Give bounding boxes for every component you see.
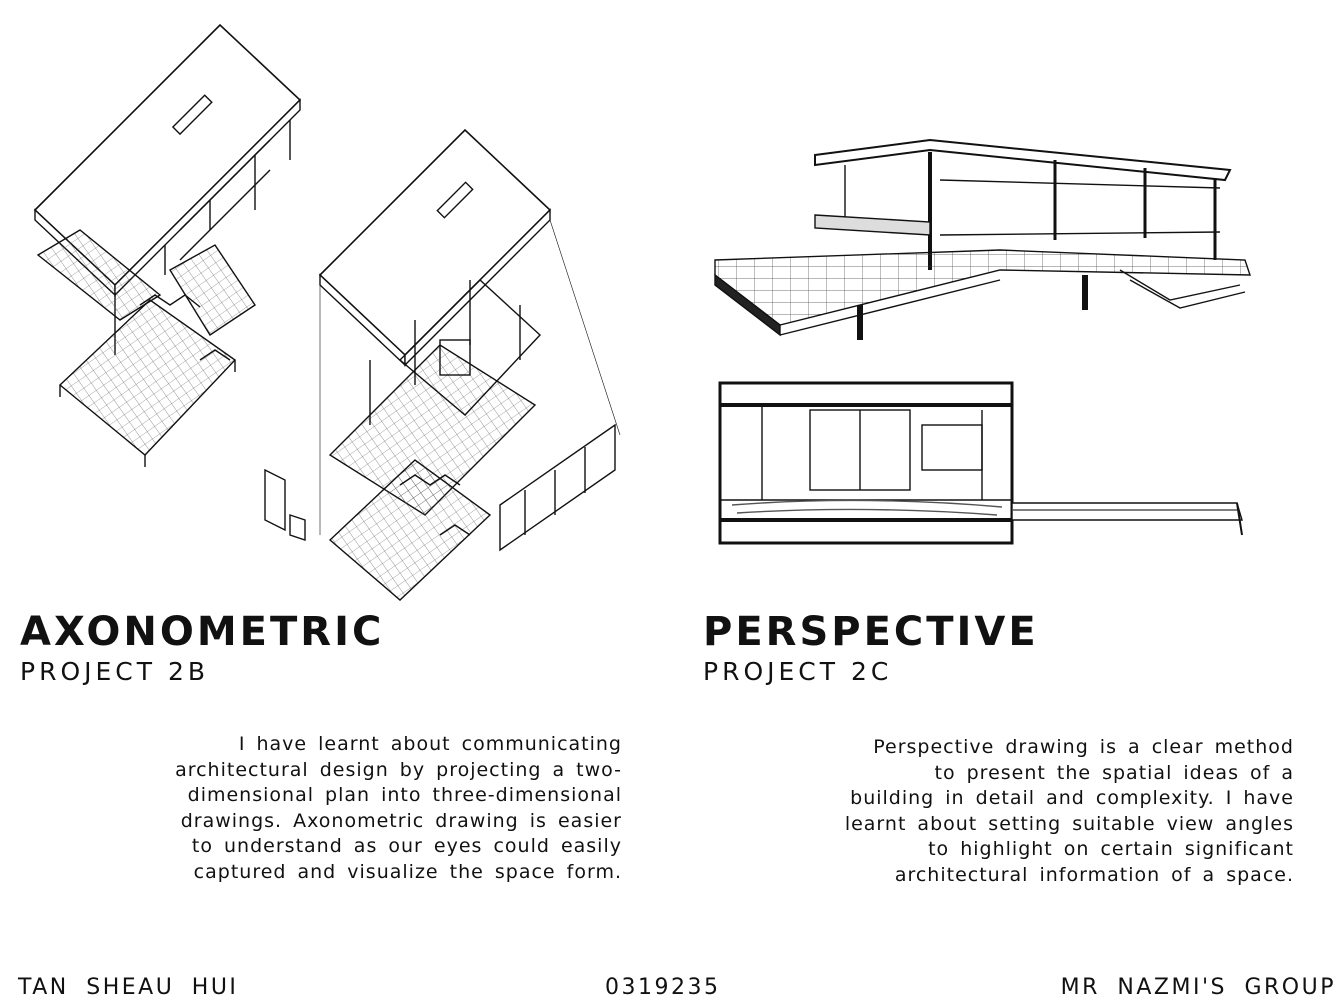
student-id: 0319235 [605,975,721,1000]
axo-house-1 [35,25,300,467]
perspective-subtitle: PROJECT 2C [703,657,893,686]
axonometric-drawing [20,15,640,605]
axonometric-description [175,732,622,886]
paragraph-line: architectural design by projecting a two- [175,758,622,781]
paragraph-line: to present the spatial ideas of a [934,761,1294,784]
author-name: TAN SHEAU HUI [18,975,239,1000]
paragraph-line: to understand as our eyes could easily [191,835,622,858]
paragraph-line: Perspective drawing is a clear method [873,736,1294,758]
perspective-title: PERSPECTIVE [703,609,1039,655]
paragraph-line: dimensional plan into three-dimensional [187,784,622,807]
perspective-description [845,735,1294,889]
paragraph-line: I have learnt about communicating [238,733,622,755]
perspective-drawing-exterior [700,110,1300,350]
tutor-group: MR NAZMI'S GROUP [1060,975,1336,1000]
paragraph-line: building in detail and complexity. I have [850,787,1294,810]
paragraph-line: architectural information of a space. [894,863,1294,886]
axo-house-2 [265,130,620,600]
perspective-drawing-interior [712,375,1252,550]
axonometric-subtitle: PROJECT 2B [20,657,210,686]
paragraph-line: captured and visualize the space form. [193,860,622,883]
paragraph-line: to highlight on certain significant [928,838,1294,861]
axonometric-title: AXONOMETRIC [20,609,385,655]
paragraph-line: drawings. Axonometric drawing is easier [180,809,622,832]
paragraph-line: learnt about setting suitable view angles [844,812,1294,835]
